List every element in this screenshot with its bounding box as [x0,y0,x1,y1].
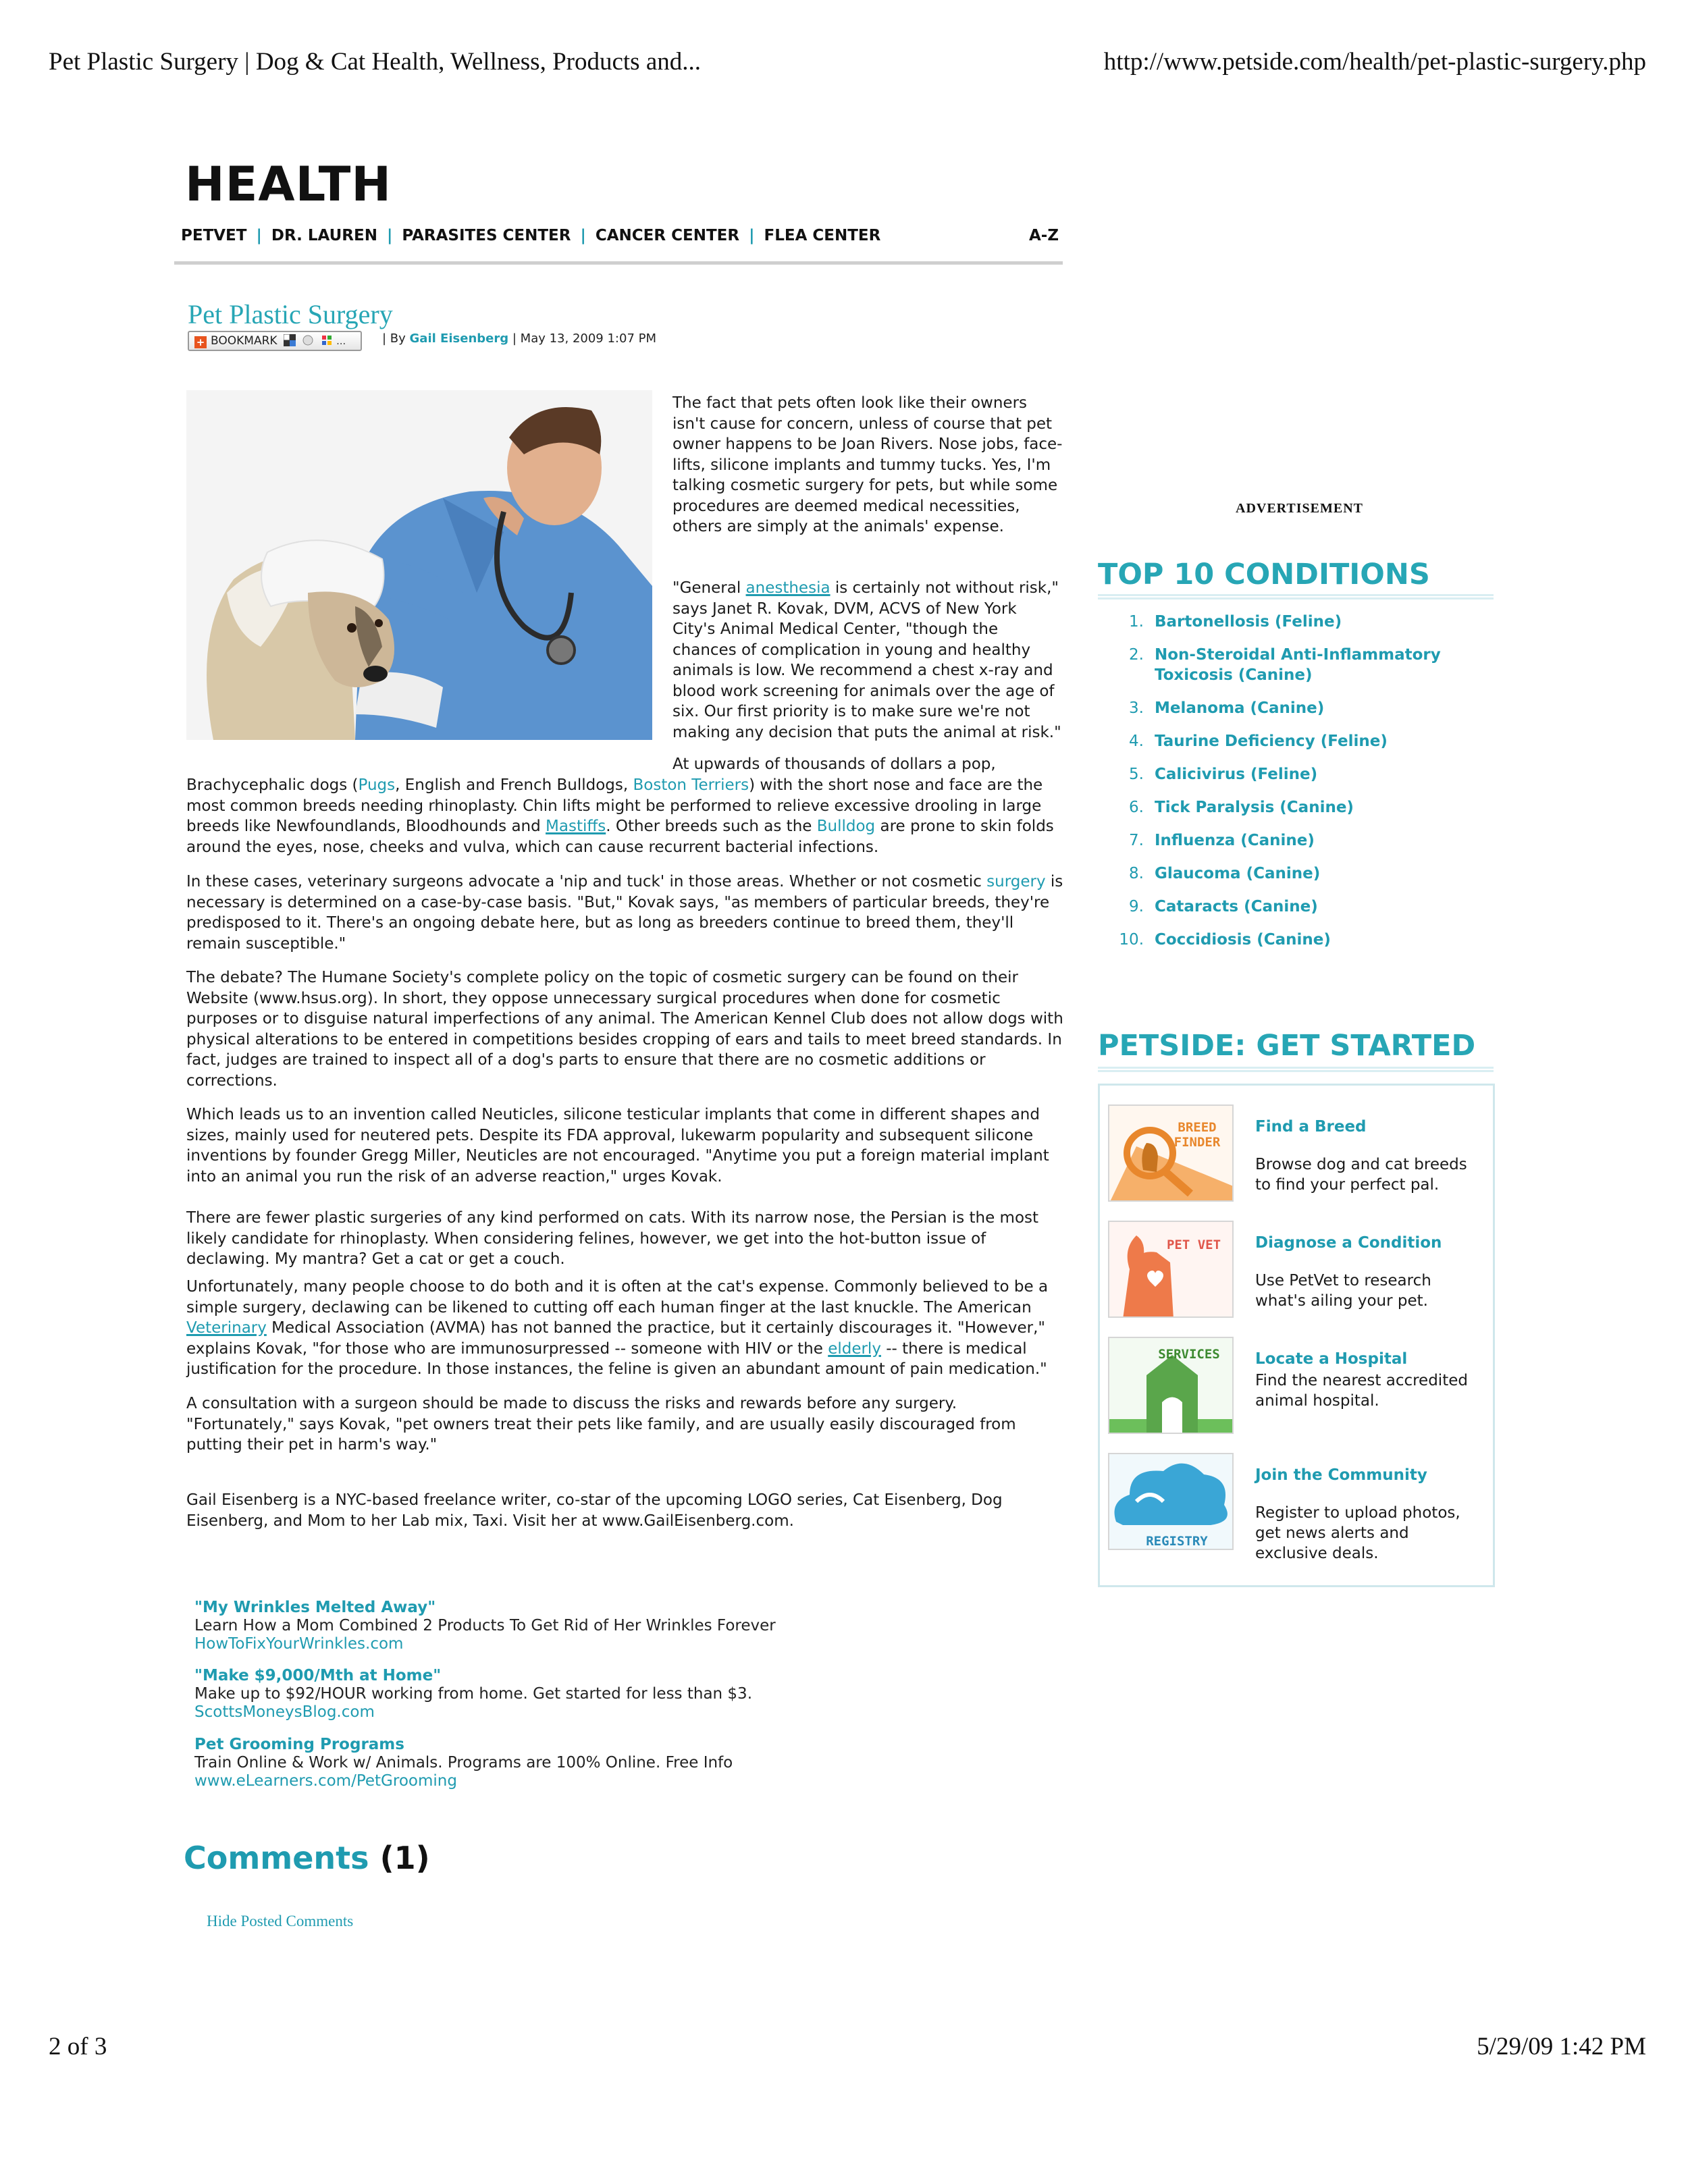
article-paragraph-6: Which leads us to an invention called Neuticles, silicone testicular implants that come in different shapes and sizes, mainly used for neutered pets. Despite its FDA approval, lukewarm popularity and subsequent silicone inventions by founder Gregg Miller, Neuticles are not encouraged. "Anytime you put a foreign material implant into an animal you run the risk of an adverse reaction," urges Kovak. [186,1106,1049,1186]
link-mastiffs[interactable]: Mastiffs [546,818,606,835]
breed-finder-label-2: FINDER [1173,1135,1221,1150]
text-run: ) with the short nose and face are the most common breeds needing rhinoplasty. Chin lifts might be performed to relieve excessive drooling in large breeds like Newfoundlands, Bloodhounds and [186,776,1043,835]
get-started-hospital[interactable] [1108,1337,1486,1438]
delicious-icon [284,334,296,346]
ad-headline[interactable]: Pet Grooming Programs [194,1736,404,1753]
link-surgery[interactable]: surgery [986,873,1046,890]
top10-link[interactable]: Taurine Deficiency (Feline) [1155,733,1388,750]
article-paragraph-3 [186,775,1064,857]
article-paragraph-3-lead: At upwards of thousands of dollars a pop, [672,755,996,773]
article-paragraph-7: There are fewer plastic surgeries of any kind performed on cats. With its narrow nose, the Persian is the most likely candidate for rhinoplasty. When considering felines, however, we get into the hot-button issue of declawing. My mantra? Get a cat or get a couch. [186,1209,1039,1268]
more-icon: … [336,336,346,347]
text-run: Medical Association (AVMA) has not banned the practice, but it certainly discourages it. "However," explains Kovak, "for those who are immunosurpressed -- someone with HIV or the [186,1319,1046,1358]
top10-number: 1. [1129,613,1144,631]
get-started-title[interactable]: Diagnose a Condition [1255,1234,1442,1252]
text-run: "General [672,579,746,597]
top10-heading: TOP 10 CONDITIONS [1098,558,1430,591]
top10-link[interactable]: Bartonellosis (Feline) [1155,613,1342,631]
text-run: is certainly not without risk," says Janet R. Kovak, DVM, ACVS of New York City's Animal Medical Center, "though the chances of complication in young and healthy animals is low. We recommend a chest x-ray and blood work screening for animals over the age of six. Our first priority is to make sure we're not making any decision that puts the animal at risk." [672,579,1061,741]
plus-icon: + [194,336,207,348]
top10-number: 10. [1119,931,1144,949]
top10-item[interactable] [1110,830,1488,851]
ad-url[interactable]: HowToFixYourWrinkles.com [194,1635,404,1653]
text-run: Brachycephalic dogs ( [186,776,359,794]
top10-item[interactable] [1110,698,1488,718]
section-nav [181,227,1059,251]
top10-item[interactable] [1110,645,1488,685]
top10-link[interactable]: Cataracts (Canine) [1155,898,1318,915]
registry-icon [1109,1454,1234,1550]
nav-flea-center[interactable]: FLEA CENTER [764,227,881,244]
top10-item[interactable] [1110,863,1488,884]
advertisement-label: ADVERTISEMENT [1236,501,1363,516]
top10-number: 7. [1129,832,1144,849]
top10-number: 2. [1129,646,1144,664]
ad-headline[interactable]: "My Wrinkles Melted Away" [194,1599,436,1616]
registry-label: REGISTRY [1146,1534,1208,1549]
comments-label: Comments [184,1840,369,1876]
link-bulldog[interactable]: Bulldog [816,818,876,835]
article-paragraph-1: The fact that pets often look like their owners isn't cause for concern, unless of course that pet owner happens to be Joan Rivers. Nose jobs, face-lifts, silicone implants and tummy tucks. Yes, I'm talking cosmetic surgery for pets, but while some procedures are deemed medical necessities, others are simply at the animals' expense. [672,394,1063,535]
byline-prefix: | By [382,331,406,346]
get-started-title[interactable]: Join the Community [1255,1466,1427,1484]
top10-link[interactable]: Glaucoma (Canine) [1155,865,1321,882]
get-started-desc: Browse dog and cat breeds to find your perfect pal. [1255,1156,1467,1194]
top10-number: 6. [1129,799,1144,816]
nav-separator: | [580,227,586,244]
digg-icon [302,334,314,346]
services-thumb[interactable] [1108,1337,1234,1434]
nav-cancer-center[interactable]: CANCER CENTER [595,227,740,244]
ad-block-3 [194,1736,937,1790]
ad-text: Learn How a Mom Combined 2 Products To Get Rid of Her Wrinkles Forever [194,1617,776,1634]
byline [382,331,656,346]
share-icon [321,334,333,346]
nav-a-z[interactable]: A-Z [1028,227,1059,244]
article-date: May 13, 2009 1:07 PM [520,331,657,346]
article-photo [186,390,652,740]
nav-parasites-center[interactable]: PARASITES CENTER [402,227,571,244]
pet-vet-label: PET VET [1166,1237,1221,1252]
breed-finder-icon [1109,1106,1234,1202]
top10-number: 4. [1129,733,1144,750]
get-started-panel [1098,1084,1495,1587]
get-started-heading: PETSIDE: GET STARTED [1098,1029,1476,1063]
text-run: -- there is medical justification for the procedure. In those instances, the feline is given an abundant amount of pain medication." [186,1339,1047,1378]
top10-list [1110,612,1488,963]
print-page-title: Pet Plastic Surgery | Dog & Cat Health, Wellness, Products and... [49,48,701,76]
top10-item[interactable] [1110,764,1488,784]
link-boston-terriers[interactable]: Boston Terriers [633,776,749,794]
get-started-find-breed[interactable] [1108,1104,1486,1206]
services-icon [1109,1338,1234,1434]
nav-separator: | [386,227,393,244]
bookmark-label: BOOKMARK [211,334,278,348]
link-elderly[interactable]: elderly [828,1339,881,1358]
print-page-number: 2 of 3 [49,2033,107,2060]
link-anesthesia[interactable]: anesthesia [745,579,830,597]
nav-divider [174,261,1063,265]
text-run: In these cases, veterinary surgeons advocate a 'nip and tuck' in those areas. Whether or not cosmetic [186,873,987,890]
breed-finder-label: BREED [1178,1120,1217,1135]
pet-vet-thumb[interactable] [1108,1221,1234,1318]
author-bio: Gail Eisenberg is a NYC-based freelance writer, co-star of the upcoming LOGO series, Cat Eisenberg, Dog Eisenberg, and Mom to her Lab mix, Taxi. Visit her at www.GailEisenberg.com. [186,1491,1003,1530]
nav-petvet[interactable]: PETVET [181,227,247,244]
top10-item[interactable] [1110,612,1488,632]
comments-count: (1) [379,1840,430,1876]
pet-vet-icon [1109,1222,1234,1318]
top10-item[interactable] [1110,930,1488,950]
get-started-diagnose[interactable] [1108,1221,1486,1322]
top10-item[interactable] [1110,731,1488,751]
article-paragraph-8 [186,1277,1064,1380]
ad-text: Make up to $92/HOUR working from home. Get started for less than $3. [194,1685,753,1703]
nav-dr-lauren[interactable]: DR. LAUREN [271,227,377,244]
byline-separator: | [512,331,517,346]
top10-divider [1098,594,1494,600]
article-paragraph-9: A consultation with a surgeon should be made to discuss the risks and rewards before any surgery. "Fortunately," says Kovak, "pet owners treat their pets like family, and are usually easily discouraged from putting their pet in harm's way." [186,1395,1016,1454]
comments-heading [184,1840,430,1876]
top10-number: 3. [1129,699,1144,717]
vet-and-dog-illustration [186,390,652,740]
registry-thumb[interactable] [1108,1453,1234,1550]
ad-headline[interactable]: "Make $9,000/Mth at Home" [194,1667,442,1684]
nav-separator: | [749,227,755,244]
hide-comments-link[interactable]: Hide Posted Comments [207,1913,354,1929]
link-pugs[interactable]: Pugs [358,776,396,794]
text-run: Unfortunately, many people choose to do both and it is often at the cat's expense. Commonly believed to be a simple surgery, declawing can be likened to cutting off each human finger at the last knuckle. The American [186,1278,1049,1316]
top10-link[interactable]: Melanoma (Canine) [1155,699,1325,717]
top10-number: 9. [1129,898,1144,915]
text-run: are prone to skin folds around the eyes, nose, cheeks and vulva, which can cause recurrent bacterial infections. [186,818,1054,856]
top10-link[interactable]: Influenza (Canine) [1155,832,1315,849]
top10-link[interactable]: Non-Steroidal Anti-Inflammatory Toxicosis (Canine) [1155,646,1441,684]
article-paragraph-2 [672,578,1064,743]
text-run: is necessary is determined on a case-by-case basis. "But," Kovak says, "as members of particular breeds, they're predisposed to it. There's an ongoing debate here, but as long as breeders continue to breed them, they'll remain susceptible." [186,873,1063,953]
top10-number: 5. [1129,766,1144,783]
get-started-divider [1098,1067,1494,1072]
get-started-community[interactable] [1108,1453,1486,1562]
services-label: SERVICES [1158,1347,1220,1362]
ad-block-2 [194,1667,937,1722]
bookmark-button[interactable] [188,331,362,351]
top10-item[interactable] [1110,797,1488,818]
print-page-url: http://www.petside.com/health/pet-plastic-surgery.php [1103,48,1646,76]
text-run: . Other breeds such as the [606,818,817,835]
print-datetime: 5/29/09 1:42 PM [1477,2033,1646,2060]
article-paragraph-5: The debate? The Humane Society's complete policy on the topic of cosmetic surgery can be found on their Website (www.hsus.org). In short, they oppose unnecessary surgical procedures when done for cosmetic purposes or to disguise natural imperfections of any animal. The American Kennel Club does not allow dogs with physical alterations to be entered in competitions besides cropping of ears and tails to meet breed standards. In fact, judges are trained to inspect all of a dog's parts to ensure that there are no cosmetic additions or corrections. [186,969,1063,1090]
get-started-title[interactable]: Find a Breed [1255,1118,1367,1136]
get-started-desc: Find the nearest accredited animal hospital. [1255,1372,1468,1410]
top10-link[interactable]: Tick Paralysis (Canine) [1155,799,1354,816]
text-run: , English and French Bulldogs, [395,776,633,794]
top10-number: 8. [1129,865,1144,882]
get-started-desc: Use PetVet to research what's ailing your pet. [1255,1272,1431,1310]
top10-link[interactable]: Calicivirus (Feline) [1155,766,1318,783]
top10-item[interactable] [1110,897,1488,917]
article-paragraph-4 [186,872,1064,954]
section-title: HEALTH [185,157,392,212]
ad-block-1 [194,1599,937,1653]
link-veterinary[interactable]: Veterinary [186,1319,267,1337]
article-title: Pet Plastic Surgery [188,299,393,329]
ad-url[interactable]: www.eLearners.com/PetGrooming [194,1772,457,1790]
get-started-desc: Register to upload photos, get news alerts and exclusive deals. [1255,1504,1460,1562]
top10-link[interactable]: Coccidiosis (Canine) [1155,931,1331,949]
ad-text: Train Online & Work w/ Animals. Programs are 100% Online. Free Info [194,1754,733,1772]
nav-separator: | [256,227,262,244]
breed-finder-thumb[interactable] [1108,1104,1234,1202]
ad-url[interactable]: ScottsMoneysBlog.com [194,1703,375,1721]
get-started-title[interactable]: Locate a Hospital [1255,1350,1408,1368]
author-link[interactable]: Gail Eisenberg [409,331,509,346]
